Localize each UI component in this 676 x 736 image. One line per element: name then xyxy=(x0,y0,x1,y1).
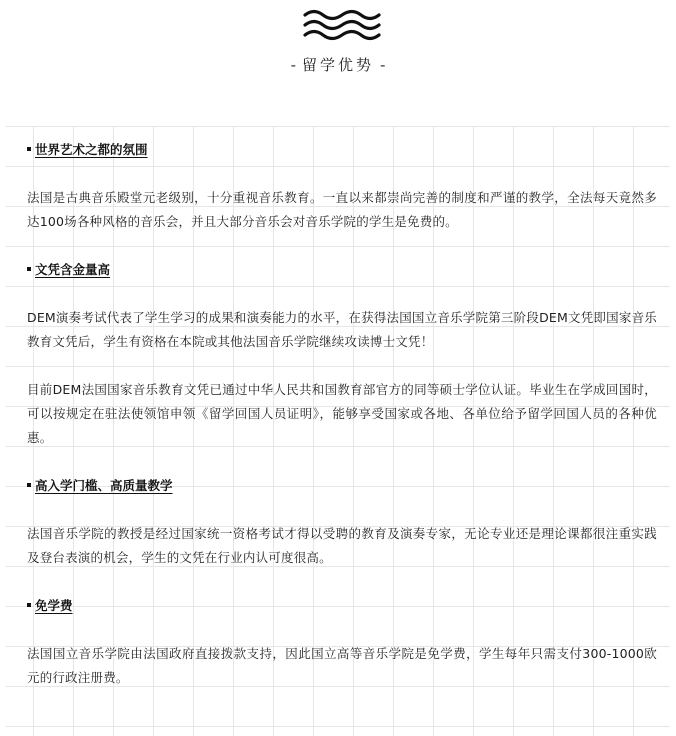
content-body xyxy=(27,138,657,690)
paragraph: 法国音乐学院的教授是经过国家统一资格考试才得以受聘的教育及演奏专家，无论专业还是理论课都很注重实践及登台表演的机会，学生的文凭在行业内认可度很高。 xyxy=(27,526,657,565)
section-heading-diploma xyxy=(27,258,657,282)
paragraph: 目前DEM法国国家音乐教育文凭已通过中华人民共和国教育部官方的同等硕士学位认证。毕业生在学成回国时，可以按规定在驻法使领馆申领《留学回国人员证明》，能够享受国家或各地、各单位给予留学回国人员的各种优惠。 xyxy=(27,382,657,445)
title-dash-left: - xyxy=(290,56,296,74)
section-heading-atmosphere xyxy=(27,138,657,162)
header xyxy=(0,0,676,100)
bullet-icon xyxy=(27,603,31,607)
heading-text: 世界艺术之都的氛围 xyxy=(35,142,148,157)
page-title xyxy=(0,54,676,76)
section-heading-tuition xyxy=(27,594,657,618)
heading-text: 文凭含金量高 xyxy=(35,262,111,277)
section-heading-admission xyxy=(27,474,657,498)
paragraph: 法国是古典音乐殿堂元老级别，十分重视音乐教育。一直以来都崇尚完善的制度和严谨的教学，全法每天竟然多达100场各种风格的音乐会，并且大部分音乐会对音乐学院的学生是免费的。 xyxy=(27,190,657,229)
bullet-icon xyxy=(27,147,31,151)
waves-icon xyxy=(303,9,381,41)
paragraph: 法国国立音乐学院由法国政府直接拨款支持，因此国立高等音乐学院是免学费，学生每年只需支付300-1000欧元的行政注册费。 xyxy=(27,646,657,685)
bullet-icon xyxy=(27,267,31,271)
bullet-icon xyxy=(27,483,31,487)
heading-text: 免学费 xyxy=(35,598,73,613)
title-dash-right: - xyxy=(380,56,386,74)
title-text: 留学优势 xyxy=(301,56,374,74)
paragraph: DEM演奏考试代表了学生学习的成果和演奏能力的水平，在获得法国国立音乐学院第三阶段DEM文凭即国家音乐教育文凭后，学生有资格在本院或其他法国音乐学院继续攻读博士文凭！ xyxy=(27,310,657,349)
heading-text: 高入学门槛、高质量教学 xyxy=(35,478,173,493)
